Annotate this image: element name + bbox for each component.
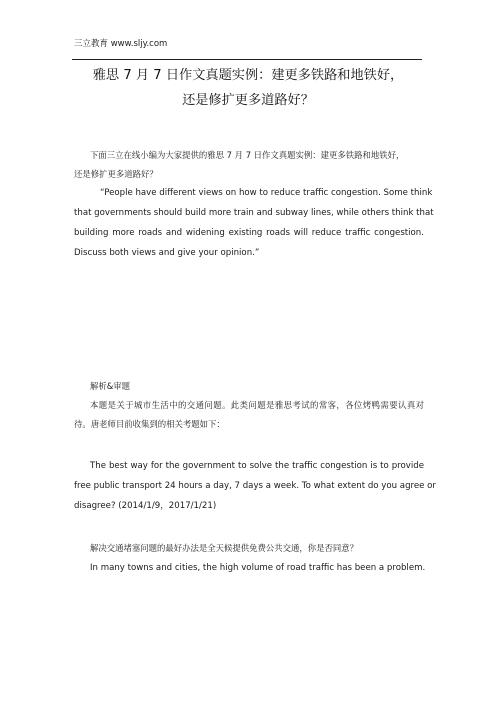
analysis-line-1: 本题是关于城市生活中的交通问题。此类问题是雅思考试的常客，各位烤鸭需要认真对 [90,400,424,410]
intro-line-1: 下面三立在线小编为大家提供的雅思 7 月 7 日作文真题实例：建更多铁路和地铁好， [90,150,405,160]
question-line-3: building more roads and widening existing roads will reduce traffic congestion. [74,228,424,238]
related-question-line-1: The best way for the government to solve the traffic congestion is to provide [90,461,424,471]
body-last-line: In many towns and cities, the high volume of road traffic has been a problem. [90,563,426,573]
question-line-4: Discuss both views and give your opinion.” [74,248,260,258]
analysis-heading: 解析&审题 [90,381,131,391]
analysis-line-2: 待。唐老师目前收集到的相关考题如下： [74,419,225,429]
related-translation: 解决交通堵塞问题的最好办法是全天候提供免费公共交通，你是否同意？ [90,543,358,553]
question-line-2: that governments should build more train and subway lines, while others think that [74,208,434,218]
page-title-line-1: 雅思 7 月 7 日作文真题实例：建更多铁路和地铁好， [92,68,404,83]
related-question-line-3: disagree? (2014/1/9，2017/1/21) [74,501,217,511]
intro-line-2: 还是修扩更多道路好？ [74,169,158,179]
question-line-1: “People have different views on how to reduce traffic congestion. Some think [100,188,433,198]
site-header: 三立教育 www.sljy.com [74,39,168,49]
page-title-line-2: 还是修扩更多道路好？ [182,93,314,108]
related-question-line-2: free public transport 24 hours a day, 7 days a week. To what extent do you agree or [74,481,436,491]
header-divider [72,59,422,60]
